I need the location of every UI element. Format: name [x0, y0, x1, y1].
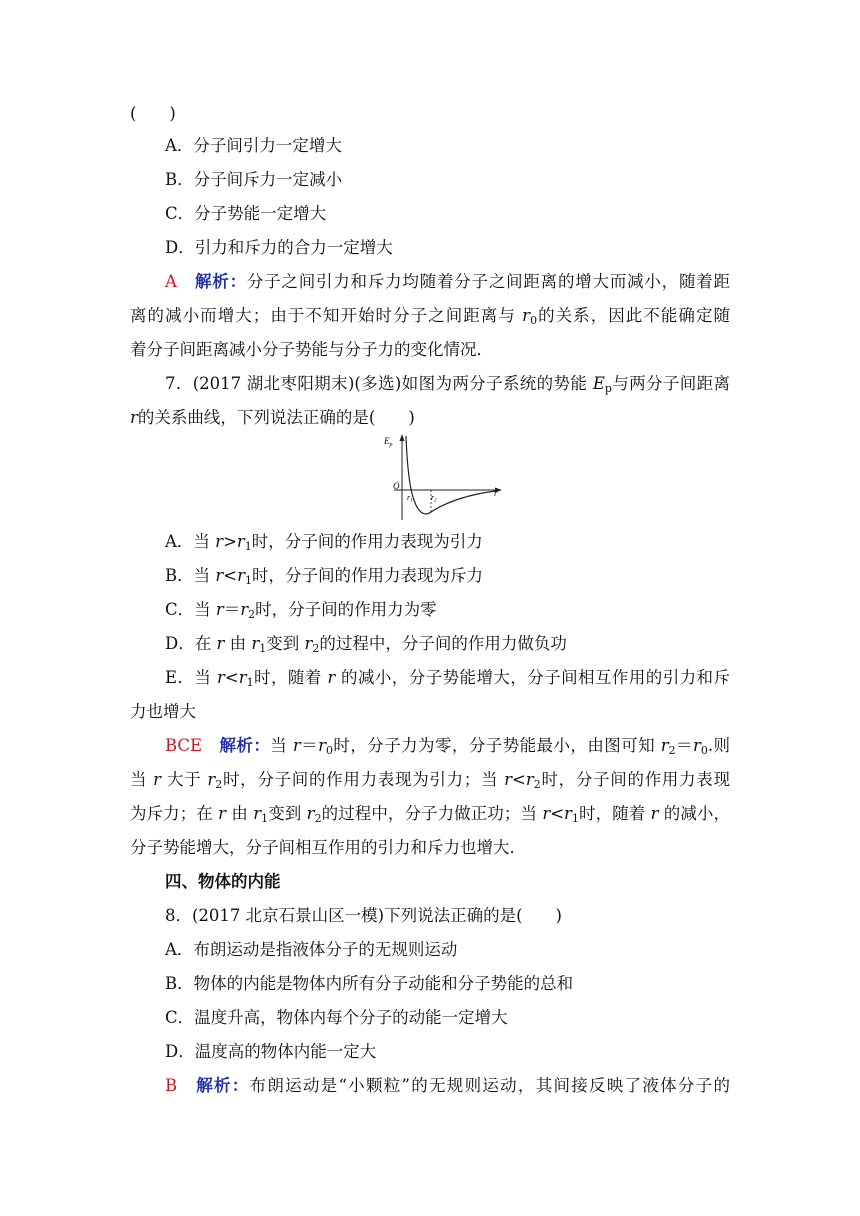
q8-option-d: D．温度高的物体内能一定大 [165, 1042, 377, 1061]
q6-option-a: A．分子间引力一定增大 [165, 136, 342, 155]
q7-stem-line1: 7．(2017 湖北枣阳期末)(多选)如图为两分子系统的势能 $E_p$与两分子间距离 [165, 374, 731, 395]
question-paren: ( ) [130, 104, 176, 123]
r1-label: r1 [407, 493, 413, 504]
q6-analysis-line1: A 解析：分子之间引力和斥力均随着分子之间距离的增大而减小，随着距 [165, 272, 731, 291]
q7-option-e: E．当 $r<r_1$时，随着 r 的减小，分子势能增大，分子间相互作用的引力和斥 [165, 668, 730, 689]
origin-label: O [393, 481, 400, 491]
q8-option-c: C．温度升高，物体内每个分子的动能一定增大 [165, 1008, 508, 1027]
q7-analysis-line3: 为斥力；在 r 由 $r_1$变到 $r_2$的过程中，分子力做正功；当 $r<r_1$时，随着 r 的减小， [130, 804, 731, 825]
q6-analysis-line2: 离的减小而增大；由于不知开始时分子之间距离与 $r_0$的关系，因此不能确定随 [130, 306, 731, 327]
q8-stem: 8．(2017 北京石景山区一模)下列说法正确的是( ) [165, 906, 562, 925]
q6-option-c: C．分子势能一定增大 [165, 204, 327, 223]
r-axis-label: r [494, 488, 498, 498]
q6-analysis-line3: 着分子间距离减小分子势能与分子力的变化情况． [130, 340, 493, 359]
r2-label: r2 [431, 493, 437, 504]
q7-analysis-line1: BCE 解析：当 $r=r_0$时，分子力为零，分子势能最小，由图可知 $r_2=r_0$.则 [165, 736, 731, 757]
q7-option-a: A．当 $r>r_1$时，分子间的作用力表现为引力 [165, 532, 483, 553]
q8-option-a: A．布朗运动是指液体分子的无规则运动 [165, 940, 458, 959]
y-axis-arrow [400, 434, 405, 441]
q7-option-d: D．在 r 由 $r_1$变到 $r_2$的过程中，分子间的作用力做负功 [165, 634, 567, 655]
ep-label: $E_p$ [384, 436, 393, 448]
potential-energy-graph [380, 432, 505, 522]
potential-curve [406, 436, 496, 514]
q7-option-c: C．当 $r=r_2$时，分子间的作用力为零 [165, 600, 437, 621]
q7-analysis-line4: 分子势能增大，分子间相互作用的引力和斥力也增大． [130, 838, 526, 857]
q6-option-d: D．引力和斥力的合力一定增大 [165, 238, 393, 257]
q8-option-b: B．物体的内能是物体内所有分子动能和分子势能的总和 [165, 974, 574, 993]
q6-option-b: B．分子间斥力一定减小 [165, 170, 343, 189]
q7-analysis-line2: 当 r 大于 $r_2$时，分子间的作用力表现为引力；当 $r<r_2$时，分子间的作用力表现 [130, 770, 730, 791]
q7-option-b: B．当 $r<r_1$时，分子间的作用力表现为斥力 [165, 566, 483, 587]
section-heading: 四、物体的内能 [165, 872, 281, 891]
q7-stem-line2: r的关系曲线，下列说法正确的是( ) [130, 408, 415, 427]
q8-analysis-line1: B 解析：布朗运动是“小颗粒”的无规则运动，其间接反映了液体分子的 [165, 1076, 730, 1095]
q7-option-e-line2: 力也增大 [130, 702, 196, 721]
